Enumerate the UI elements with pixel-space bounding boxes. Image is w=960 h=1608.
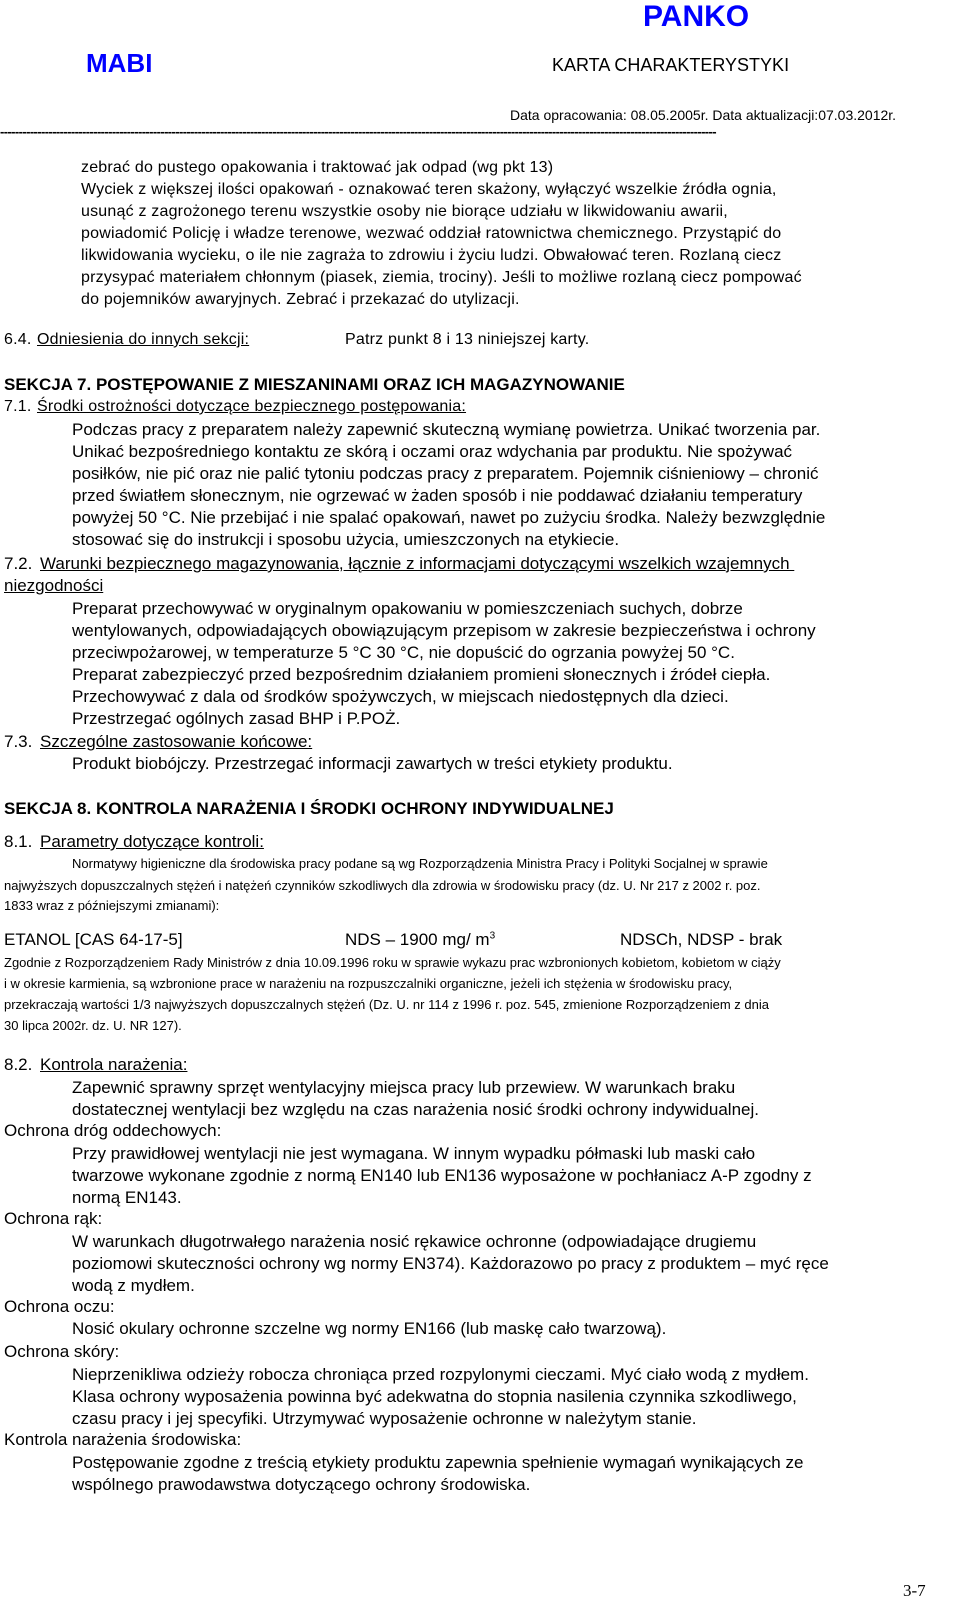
text-line: Preparat przechowywać w oryginalnym opakowaniu w pomieszczeniach suchych, dobrze: [72, 599, 743, 618]
text-line: wspólnego prawodawstwa dotyczącego ochrony środowiska.: [72, 1475, 531, 1494]
subsection-7-3-title: Szczególne zastosowanie końcowe:: [40, 732, 313, 751]
text-line: Postępowanie zgodne z treścią etykiety produktu zapewnia spełnienie wymagań wynikających ze: [72, 1453, 804, 1472]
text-line: posiłków, nie pić oraz nie palić tytoniu podczas pracy z preparatem. Pojemnik ciśnieniowy – chronić: [72, 464, 819, 483]
subsection-8-2-text: [72, 1077, 759, 1121]
text-line: Wyciek z większej ilości opakowań - oznakować teren skażony, wyłączyć wszelkie źródła ognia,: [81, 181, 777, 198]
text-line: twarzowe wykonane zgodnie z normą EN140 lub EN136 wyposażone w pochłaniacz A-P zgodny z: [72, 1166, 812, 1185]
subsection-7-2-title: Warunki bezpiecznego magazynowania, łącznie z informacjami dotyczącymi wszelkich wzajemnych: [40, 554, 795, 573]
page-number: 3-7: [903, 1581, 926, 1600]
subsection-7-1-title: Środki ostrożności dotyczące bezpiecznego postępowania:: [37, 398, 467, 415]
text-line: 1833 wraz z późniejszymi zmianami):: [4, 898, 220, 913]
subsection-6-4-number: 6.4.: [4, 331, 32, 348]
text-line: Zapewnić sprawny sprzęt wentylacyjny miejsca pracy lub przewiew. W warunkach braku: [72, 1078, 736, 1097]
text-line: normą EN143.: [72, 1188, 182, 1207]
text-line: poziomowi skuteczności ochrony wg normy EN374). Każdorazowo po pracy z produktem – myć ręce: [72, 1254, 829, 1273]
text-line: do pojemników awaryjnych. Zebrać i przekazać do utylizacji.: [81, 291, 520, 308]
text-line: czasu pracy i jej specyfiki. Utrzymywać wyposażenie ochronne w należytym stanie.: [72, 1409, 697, 1428]
text-line: Przechowywać z dala od środków spożywczych, w miejscach niedostępnych dla dzieci.: [72, 687, 729, 706]
brand-panko: PANKO: [643, 0, 750, 33]
text-line: Przestrzegać ogólnych zasad BHP i P.POŻ.: [72, 709, 401, 728]
text-line: przed światłem słonecznym, nie ogrzewać w żaden sposób i nie poddawać działaniu temperatury: [72, 486, 803, 505]
section6-spill-text: [81, 157, 802, 311]
text-line: przeciwpożarowej, w temperaturze 5 °C 30 °C, nie dopuścić do ogrzania powyżej 50 °C.: [72, 643, 735, 662]
norms-note-cont: [4, 876, 761, 916]
text-line: zebrać do pustego opakowania i traktować jak odpad (wg pkt 13): [81, 159, 554, 176]
nds-value: NDS – 1900 mg/ m: [345, 930, 490, 949]
subsection-7-1-number: 7.1.: [4, 398, 32, 415]
text-line: i w okresie karmienia, są wzbronione prace w narażeniu na rozpuszczalniki organiczne, jeżeli ich stężenia w środowisku pracy,: [4, 976, 733, 991]
subsection-7-3-number: 7.3.: [4, 732, 33, 751]
eye-protection-label: Ochrona oczu:: [4, 1297, 115, 1316]
subsection-7-1-text: [72, 419, 825, 551]
text-line: Preparat zabezpieczyć przed bezpośrednim działaniem promieni słonecznych i źródeł ciepła.: [72, 665, 771, 684]
text-line: wentylowanych, odpowiadających obowiązującym przepisom w zakresie bezpieczeństwa i ochrony: [72, 621, 816, 640]
hand-protection-label: Ochrona rąk:: [4, 1209, 103, 1228]
skin-protection-text: [72, 1364, 809, 1430]
norms-note-line-1: Normatywy higieniczne dla środowiska pracy podane są wg Rozporządzenia Ministra Pracy i Polityki Socjalnej w sprawie: [72, 856, 768, 871]
etanol-nds: [345, 930, 495, 950]
text-line: 30 lipca 2002r. dz. U. NR 127).: [4, 1018, 182, 1033]
text-line: przekraczają wartości 1/3 najwyższych dopuszczalnych stężeń (Dz. U. nr 114 z 1996 r. poz. 545, zmienione Rozporządzeniem z dnia: [4, 997, 769, 1012]
regulation-note: [4, 952, 781, 1036]
text-line: powiadomić Policję i władze terenowe, wezwać oddział ratownictwa chemicznego. Przystąpić do: [81, 225, 782, 242]
text-line: Nieprzenikliwa odzieży robocza chroniąca przed rozpylonymi cieczami. Myć ciało wodą z mydłem.: [72, 1365, 809, 1384]
respiratory-protection-label: Ochrona dróg oddechowych:: [4, 1121, 222, 1140]
text-line: likwidowania wycieku, o ile nie zagraża to zdrowiu i życiu ludzi. Obwałować teren. Rozlaną ciecz: [81, 247, 782, 264]
section-8-heading: SEKCJA 8. KONTROLA NARAŻENIA I ŚRODKI OCHRONY INDYWIDUALNEJ: [4, 799, 614, 818]
etanol-ndsch: NDSCh, NDSP - brak: [620, 930, 783, 949]
subsection-6-4-title: Odniesienia do innych sekcji:: [37, 331, 250, 348]
respiratory-protection-text: [72, 1143, 812, 1209]
text-line: Unikać bezpośredniego kontaktu ze skórą i oczami oraz wdychania par produktu. Nie spożywać: [72, 442, 793, 461]
hand-protection-text: [72, 1231, 829, 1297]
skin-protection-label: Ochrona skóry:: [4, 1342, 120, 1361]
environment-control-label: Kontrola narażenia środowiska:: [4, 1430, 242, 1449]
subsection-6-4-text: Patrz punkt 8 i 13 niniejszej karty.: [345, 331, 590, 348]
subsection-8-1-number: 8.1.: [4, 832, 33, 851]
eye-protection-text: Nosić okulary ochronne szczelne wg normy EN166 (lub maskę cało twarzową).: [72, 1319, 667, 1338]
text-line: powyżej 50 °C. Nie przebijać i nie spalać opakowań, nawet po zużyciu środka. Należy bezwzględnie: [72, 508, 826, 527]
brand-mabi: MABI: [86, 48, 153, 78]
subsection-8-2-title: Kontrola narażenia:: [40, 1055, 188, 1074]
subsection-7-2-text: [72, 598, 816, 730]
subsection-8-1-title: Parametry dotyczące kontroli:: [40, 832, 264, 851]
text-line: stosować się do instrukcji i sposobu użycia, umieszczonych na etykiecie.: [72, 530, 620, 549]
subsection-7-2-title-cont: niezgodności: [4, 576, 104, 595]
text-line: Zgodnie z Rozporządzeniem Rady Ministrów z dnia 10.09.1996 roku w sprawie wykazu prac wzbronionych kobietom, kobietom w ciąży: [4, 955, 781, 970]
text-line: usunąć z zagrożonego terenu wszystkie osoby nie biorące udziału w likwidowaniu awarii,: [81, 203, 728, 220]
text-line: Podczas pracy z preparatem należy zapewnić skuteczną wymianę powietrza. Unikać tworzenia par.: [72, 420, 821, 439]
section-7-heading: SEKCJA 7. POSTĘPOWANIE Z MIESZANINAMI ORAZ ICH MAGAZYNOWANIE: [4, 375, 625, 394]
document-dates: Data opracowania: 08.05.2005r. Data aktualizacji:07.03.2012r.: [510, 107, 897, 123]
document-title: KARTA CHARAKTERYSTYKI: [552, 55, 790, 75]
text-line: przysypać materiałem chłonnym (piasek, ziemia, trociny). Jeśli to możliwe rozlaną ciecz pompować: [81, 269, 802, 286]
text-line: wodą z mydłem.: [72, 1276, 195, 1295]
environment-control-text: [72, 1452, 803, 1496]
text-line: Klasa ochrony wyposażenia powinna być adekwatna do stopnia nasilenia czynnika szkodliwego,: [72, 1387, 797, 1406]
subsection-7-3-text: Produkt biobójczy. Przestrzegać informacji zawartych w treści etykiety produktu.: [72, 754, 673, 773]
header-separator: ------------------------------------------------------------------------------------------------------------------------------------------------------------------------------------------------: [0, 124, 716, 139]
subsection-7-2-number: 7.2.: [4, 554, 33, 573]
etanol-cas: ETANOL [CAS 64-17-5]: [4, 930, 183, 949]
text-line: najwyższych dopuszczalnych stężeń i natężeń czynników szkodliwych dla zdrowia w środowisku pracy (dz. U. Nr 217 z 2002 r. poz.: [4, 878, 761, 893]
text-line: dostatecznej wentylacji bez względu na czas narażenia nosić środki ochrony indywidualnej.: [72, 1100, 759, 1119]
subsection-8-2-number: 8.2.: [4, 1055, 33, 1074]
text-line: Przy prawidłowej wentylacji nie jest wymagana. W innym wypadku półmaski lub maski cało: [72, 1144, 756, 1163]
text-line: W warunkach długotrwałego narażenia nosić rękawice ochronne (odpowiadające drugiemu: [72, 1232, 757, 1251]
nds-superscript: 3: [489, 930, 496, 942]
